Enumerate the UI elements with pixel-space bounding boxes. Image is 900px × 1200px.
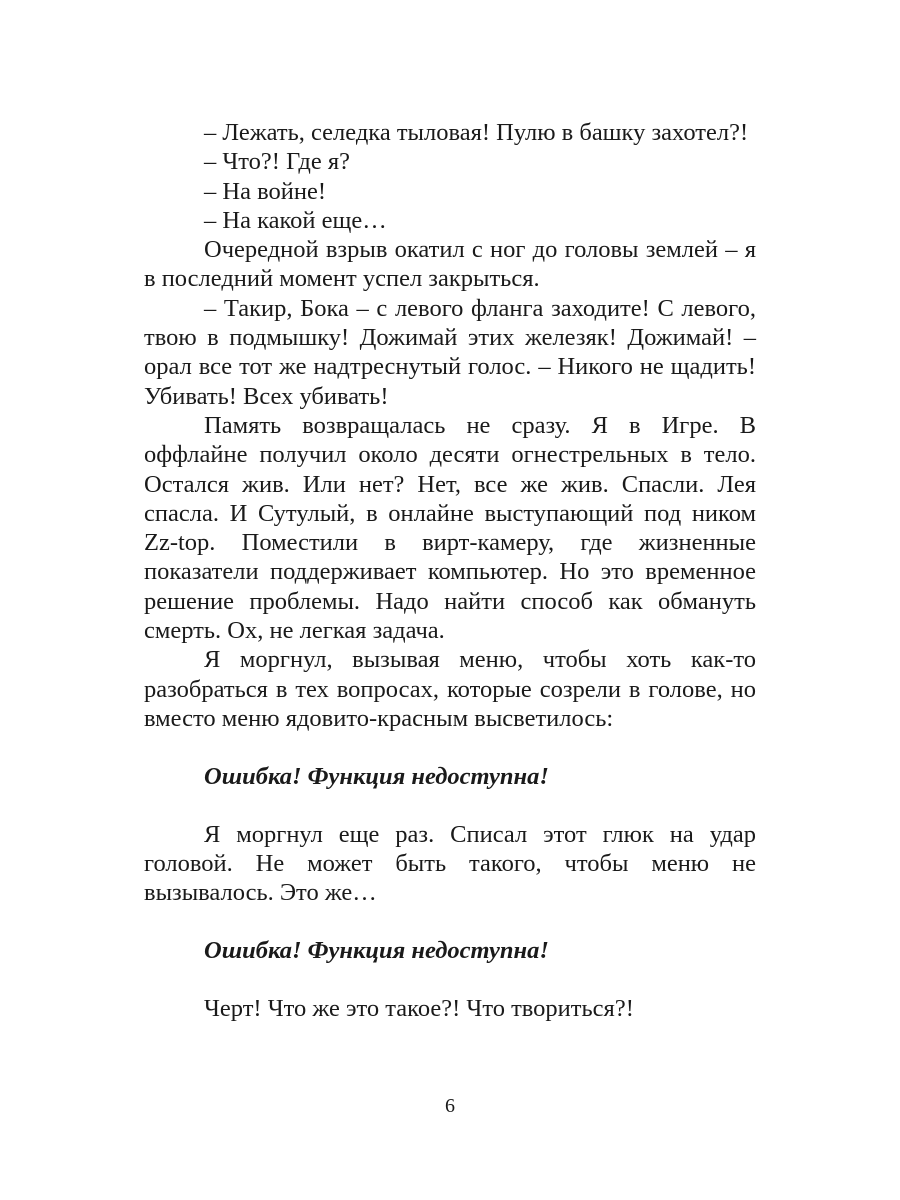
paragraph: – Такир, Бока – с левого фланга заходите! С левого, твою в подмышку! Дожимай этих железяк! Дожимай! – орал все тот же надтреснутый голос. – Никого не щадить! Убивать! Всех убивать! xyxy=(144,294,756,410)
page-number: 6 xyxy=(445,1095,455,1117)
paragraph: – Что?! Где я? xyxy=(204,148,351,176)
page-body xyxy=(144,118,756,1023)
paragraph: – На какой еще… xyxy=(204,206,387,234)
paragraph: Память возвращалась не сразу. Я в Игре. В оффлайне получил около десяти огнестрельных в тело. Остался жив. Или нет? Нет, все же жив. Спасли. Лея спасла. И Сутулый, в онлайне выступающий под ником Zz-top. Поместили в вирт-камеру, где жизненные показатели поддерживает компьютер. Но это временное решение проблемы. Надо найти способ как обмануть смерть. Ох, не легкая задача. xyxy=(144,411,756,645)
paragraph: Я моргнул, вызывая меню, чтобы хоть как-то разобраться в тех вопросах, которые созрели в голове, но вместо меню ядовито-красным высветилось: xyxy=(144,646,756,732)
paragraph: – На войне! xyxy=(204,177,326,205)
paragraph: Черт! Что же это такое?! Что твориться?! xyxy=(204,994,634,1022)
paragraph: – Лежать, селедка тыловая! Пулю в башку захотел?! xyxy=(204,119,749,146)
paragraph: Я моргнул еще раз. Списал этот глюк на удар головой. Не может быть такого, чтобы меню не вызывалось. Это же… xyxy=(144,820,756,907)
error-message: Ошибка! Функция недоступна! xyxy=(204,937,549,965)
paragraph: Очередной взрыв окатил с ног до головы землей – я в последний момент успел закрыться. xyxy=(144,236,756,293)
error-message: Ошибка! Функция недоступна! xyxy=(204,763,549,791)
